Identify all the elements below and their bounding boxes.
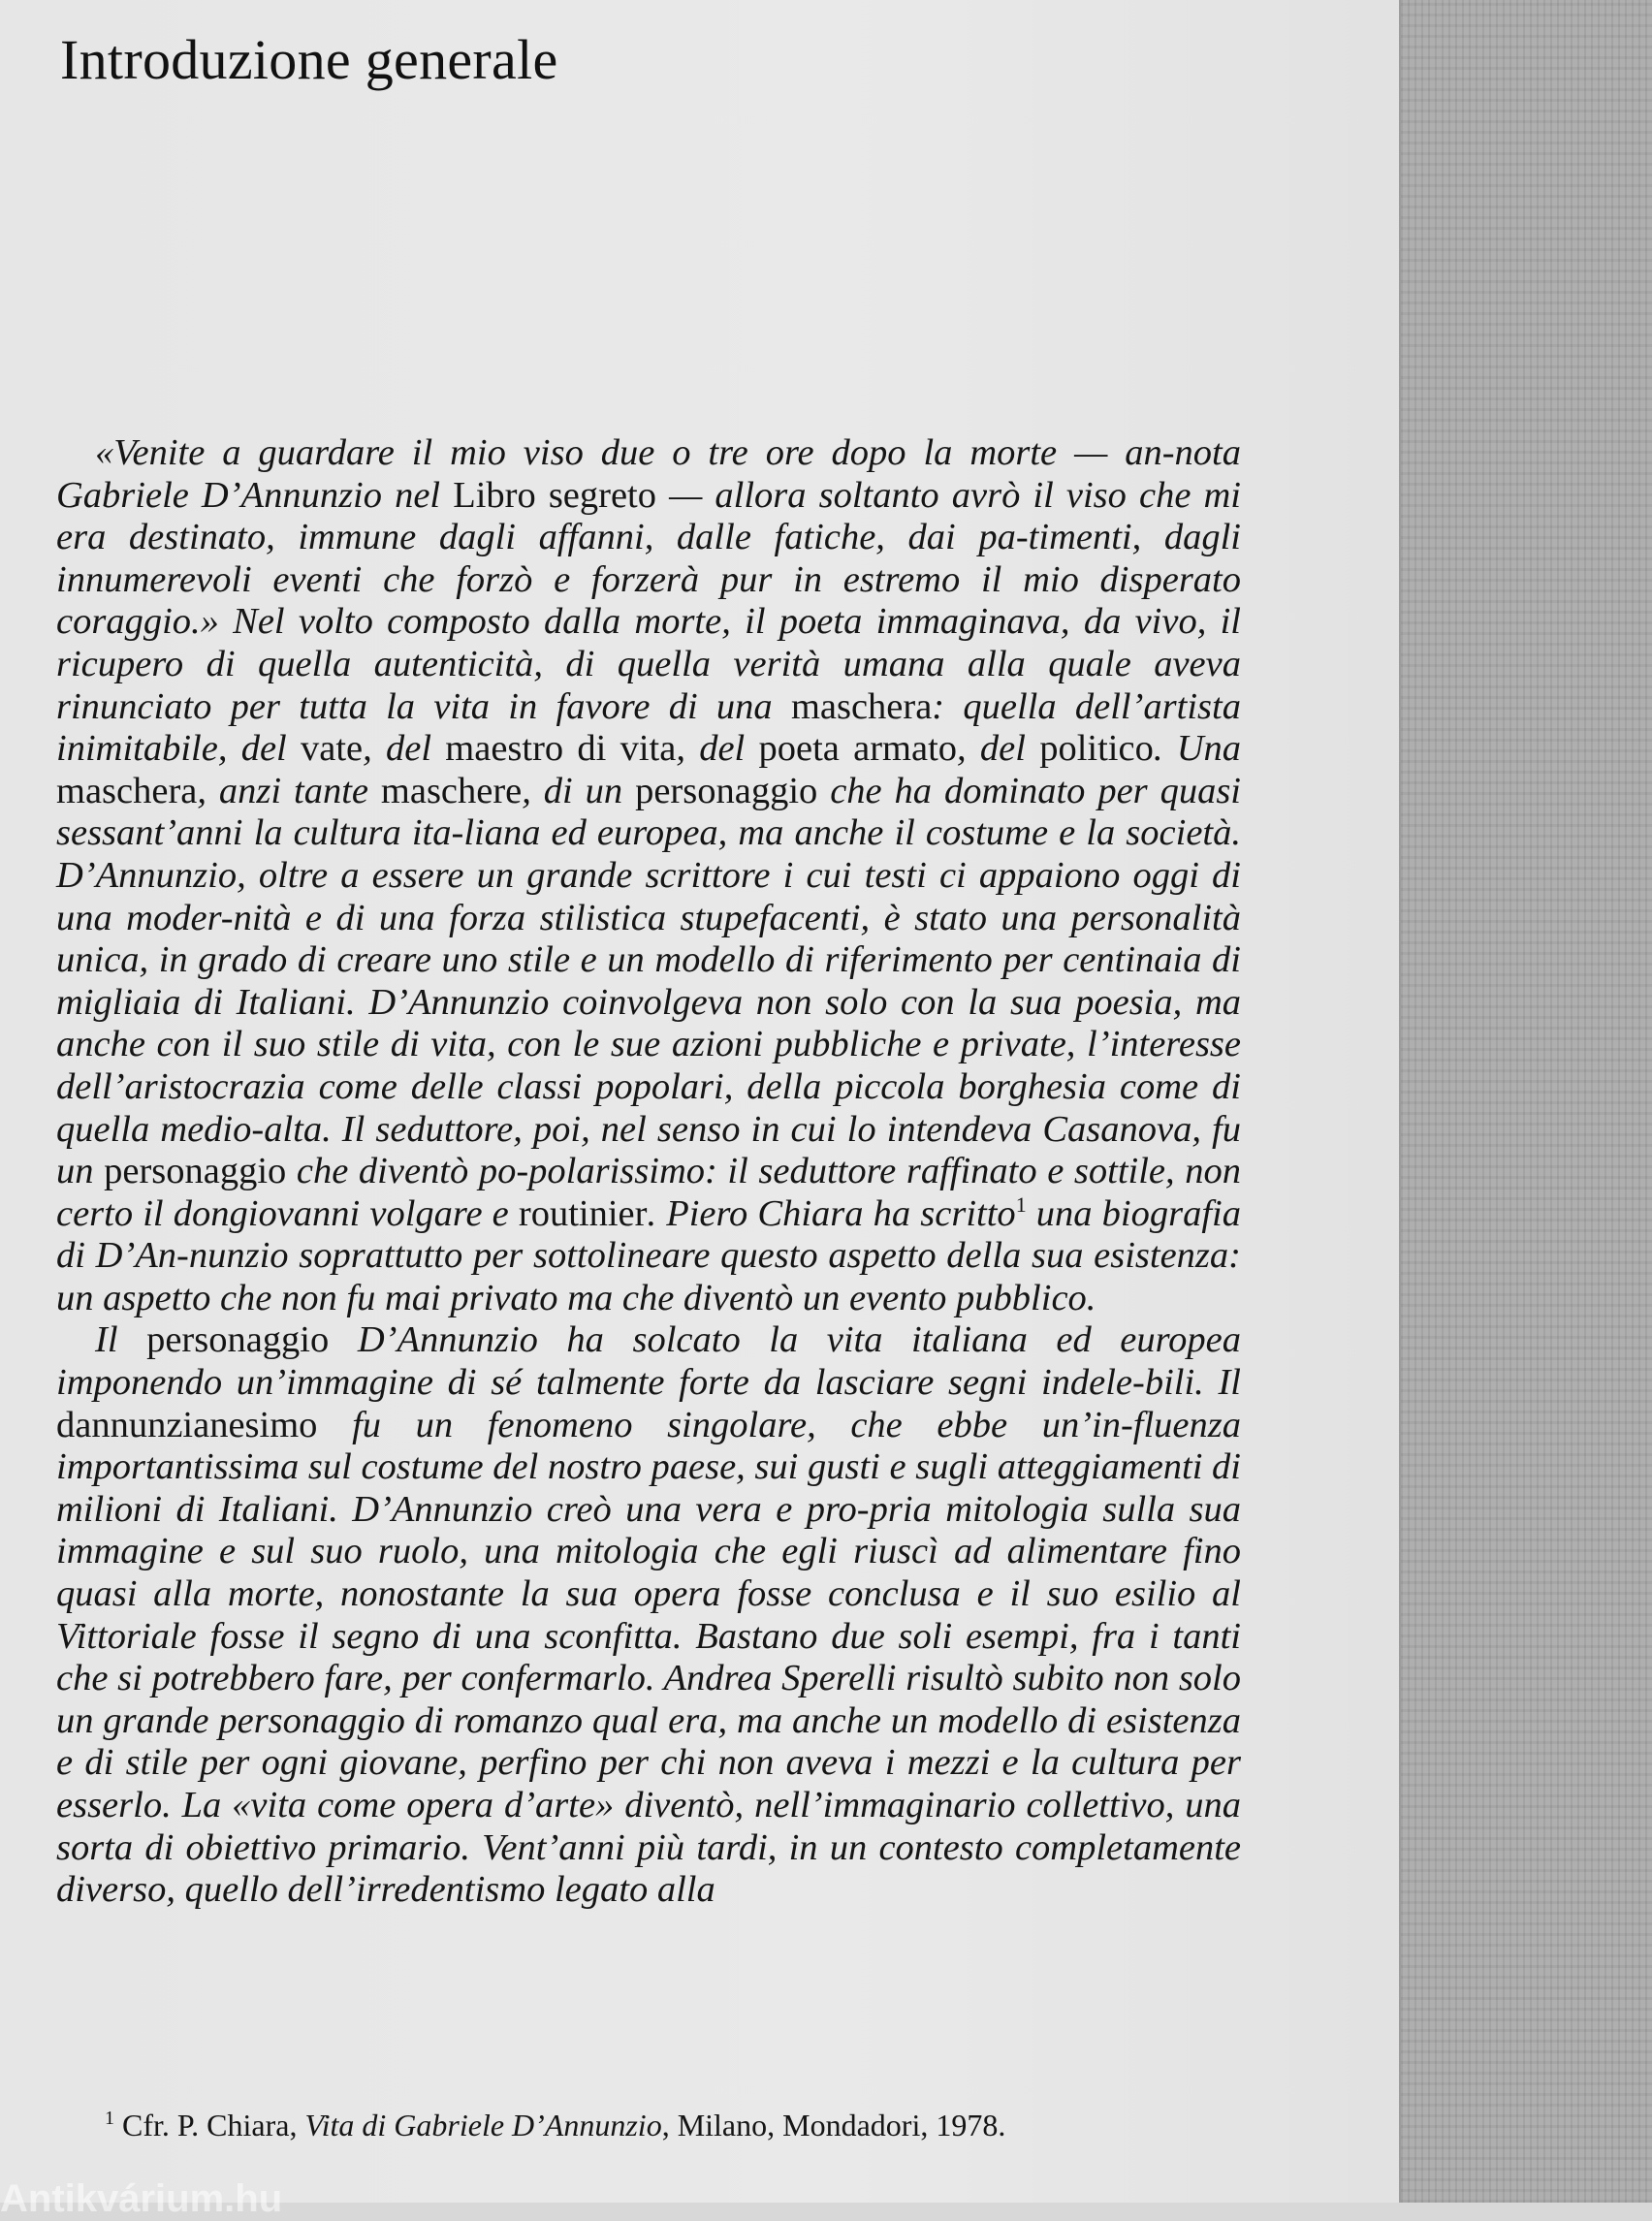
text-run-roman: personaggio xyxy=(146,1319,330,1361)
text-run-roman: maschera xyxy=(56,770,198,811)
text-run-roman: routinier xyxy=(518,1192,648,1234)
text-run-roman: maschere xyxy=(380,770,523,811)
text-run: , del xyxy=(957,728,1040,770)
text-run: , del xyxy=(363,728,446,770)
text-run: . Piero Chiara ha scritto xyxy=(647,1192,1016,1234)
footnote-number: 1 xyxy=(105,2108,114,2129)
text-run: D’Annunzio ha solcato la vita italiana ed europea imponendo un’immagine di sé talmente forte da lasciare segni indele-bili. Il xyxy=(56,1319,1241,1404)
footnote-text: Cfr. P. Chiara, xyxy=(114,2108,305,2142)
text-run: fu un fenomeno singolare, che ebbe un’in-fluenza importantissima sul costume del nostro paese, sui gusti e sugli atteggiamenti di milioni di Italiani. D’Annunzio creò una vera e pro-pria mitologia sulla sua immagine e sul suo ruolo, una mitologia che egli riuscì ad alimentare fino quasi alla morte, nonostante la sua opera fosse conclusa e il suo esilio al Vittoriale fosse il segno di una sconfitta. Bastano due soli esempi, fra i tanti che si potrebbero fare, per confermarlo. Andrea Sperelli risultò subito non solo un grande personaggio di romanzo qual era, ma anche un modello di esistenza e di stile per ogni giovane, perfino per chi non aveva i mezzi e la cultura per esserlo. La «vita come opera d’arte» diventò, nell’immaginario collettivo, una sorta di obiettivo primario. Vent’anni più tardi, in un contesto completamente diverso, quello dell’irredentismo legato alla xyxy=(56,1404,1241,1911)
text-run-roman: personaggio xyxy=(635,770,818,811)
page-stack-edge xyxy=(1399,0,1652,2203)
text-run-roman: vate xyxy=(300,728,364,770)
text-run-roman: personaggio xyxy=(104,1151,287,1192)
text-run: — allora soltanto avrò il viso che mi era destinato, immune dagli affanni, dalle fatiche, dai pa-timenti, dagli innumerevoli eventi che forzò e forzerà pur in estremo il mio disperato coraggio.» Nel volto composto dalla morte, il poeta immaginava, da vivo, il ricupero di quella autenticità, di quella verità umana alla quale aveva rinunciato per tutta la vita in favore di una xyxy=(56,474,1241,727)
text-run-roman: poeta armato xyxy=(758,728,958,770)
text-run: «Venite a guardare il mio viso due o tre ore dopo la morte — an-nota Gabriele D’Annunzio nel xyxy=(56,432,1241,516)
text-run: , del xyxy=(676,728,759,770)
footnote-book-title: Vita di Gabriele D’Annunzio xyxy=(304,2108,662,2142)
text-run-roman: maschera xyxy=(790,685,933,727)
text-run: , anzi tante xyxy=(197,770,381,811)
text-run: : quella dell’artista inimitabile, del xyxy=(56,685,1241,770)
body-text xyxy=(56,432,1241,1912)
text-run: Il xyxy=(95,1319,147,1361)
paragraph-1 xyxy=(56,432,1241,1319)
text-run: che ha dominato per quasi sessant’anni la cultura ita-liana ed europea, ma anche il costume e la società. D’Annunzio, oltre a essere un grande scrittore i cui testi ci appaiono oggi di una moder-nità e di una forza stilistica stupefacenti, è stato una personalità unica, in grado di creare uno stile e un modello di riferimento per centinaia di migliaia di Italiani. D’Annunzio coinvolgeva non solo con la sua poesia, ma anche con il suo stile di vita, con le sue azioni pubbliche e private, l’interesse dell’aristocrazia come delle classi popolari, della piccola borghesia come di quella medio-alta. Il seduttore, poi, nel senso in cui lo intendeva Casanova, fu un xyxy=(56,770,1241,1192)
paragraph-2 xyxy=(56,1319,1241,1911)
footnote xyxy=(105,2108,1005,2143)
footnote-text: , Milano, Mondadori, 1978. xyxy=(661,2108,1006,2142)
footnote-reference: 1 xyxy=(1015,1191,1027,1217)
text-run: una biografia di D’An-nunzio soprattutto per sottolineare questo aspetto della sua esistenza: un aspetto che non fu mai privato ma che diventò un evento pubblico. xyxy=(56,1192,1242,1318)
text-run: che diventò po-polarissimo: il seduttore raffinato e sottile, non certo il dongiovanni volgare e xyxy=(56,1151,1241,1234)
text-run: . Una xyxy=(1153,728,1242,770)
text-run-roman: dannunzianesimo xyxy=(56,1404,318,1445)
text-run: , di un xyxy=(522,770,636,811)
watermark: Antikvárium.hu xyxy=(0,2177,283,2220)
book-title-libro-segreto: Libro segreto xyxy=(453,474,656,516)
text-run-roman: maestro di vita xyxy=(445,728,677,770)
text-run-roman: politico xyxy=(1039,728,1154,770)
chapter-title: Introduzione generale xyxy=(60,28,558,91)
